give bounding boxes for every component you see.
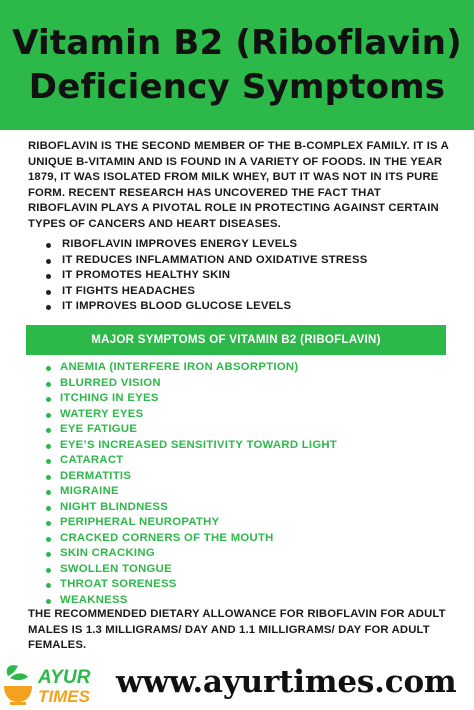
list-item: [32, 391, 452, 407]
bullet-icon: [46, 490, 51, 495]
bullet-icon: [46, 274, 51, 279]
symptom-text: SWOLLEN TONGUE: [60, 562, 172, 575]
symptoms-list: [32, 360, 452, 608]
title-banner: [0, 0, 474, 130]
bullet-icon: [46, 397, 51, 402]
symptom-text: WEAKNESS: [60, 593, 128, 606]
symptom-text: DERMATITIS: [60, 469, 132, 482]
logo-word-bottom: TIMES: [38, 687, 90, 706]
symptom-text: ANEMIA (INTERFERE IRON ABSORPTION): [60, 361, 299, 373]
benefit-text: IT FIGHTS HEADACHES: [62, 284, 196, 297]
list-item: [32, 577, 452, 593]
list-item: [32, 469, 452, 485]
symptom-text: THROAT SORENESS: [60, 578, 177, 590]
bullet-icon: [46, 506, 51, 511]
bullet-icon: [46, 305, 51, 310]
bullet-icon: [46, 475, 51, 480]
list-item: [32, 593, 452, 609]
bullet-icon: [46, 444, 51, 449]
logo-word-top: AYUR: [38, 667, 91, 688]
bullet-icon: [46, 537, 51, 542]
website-link[interactable]: www.ayurtimes.com: [116, 664, 457, 700]
list-item: [32, 422, 452, 438]
list-item: [32, 546, 452, 562]
list-item: [32, 360, 452, 376]
symptom-text: SKIN CRACKING: [60, 547, 155, 559]
bullet-icon: [46, 290, 51, 295]
ayurtimes-logo: [2, 662, 114, 708]
intro-paragraph: RIBOFLAVIN IS THE SECOND MEMBER OF THE B-COMPLEX FAMILY. IT IS A UNIQUE B-VITAMIN AND IS FOUND IN A VARIETY OF FOODS. IN THE YEAR 1879, IT WAS ISOLATED FROM MILK WHEY, BUT IT WAS NOT IN ITS PURE FORM. RECENT RESEARCH HAS UNCOVERED THE FACT THAT RIBOFLAVIN PLAYS A PIVOTAL ROLE IN PROTECTING AGAINST CERTAIN TYPES OF CANCERS AND HEART DISEASES.: [28, 140, 449, 230]
bullet-icon: [46, 521, 51, 526]
leaf-icon: [10, 673, 28, 680]
symptom-text: BLURRED VISION: [60, 376, 161, 389]
list-item: [32, 484, 452, 500]
list-item: [32, 268, 452, 284]
page-title-line-1: Vitamin B2 (Riboflavin): [12, 23, 462, 63]
bullet-icon: [46, 243, 51, 248]
benefit-text: RIBOFLAVIN IMPROVES ENERGY LEVELS: [62, 238, 298, 250]
bullet-icon: [46, 428, 51, 433]
benefit-text: IT REDUCES INFLAMMATION AND OXIDATIVE STRESS: [62, 253, 368, 266]
symptom-text: EYE FATIGUE: [60, 423, 138, 435]
bullet-icon: [46, 259, 51, 264]
symptom-text: PERIPHERAL NEUROPATHY: [60, 516, 220, 528]
bullet-icon: [46, 583, 51, 588]
symptom-text: EYE’S INCREASED SENSITIVITY TOWARD LIGHT: [60, 438, 338, 451]
list-item: [32, 376, 452, 392]
page-title-line-2: Deficiency Symptoms: [28, 67, 446, 107]
symptom-text: CRACKED CORNERS OF THE MOUTH: [60, 531, 274, 544]
bullet-icon: [46, 568, 51, 573]
benefits-list: [32, 237, 452, 315]
list-item: [32, 500, 452, 516]
bowl-icon: [4, 686, 32, 702]
symptom-text: ITCHING IN EYES: [60, 392, 159, 404]
symptom-text: NIGHT BLINDNESS: [60, 500, 169, 513]
list-item: [32, 438, 452, 454]
list-item: [32, 453, 452, 469]
symptom-text: WATERY EYES: [60, 407, 144, 420]
list-item: [32, 299, 452, 315]
list-item: [32, 284, 452, 300]
bullet-icon: [46, 552, 51, 557]
bullet-icon: [46, 459, 51, 464]
bullet-icon: [46, 366, 51, 371]
list-item: [32, 407, 452, 423]
bullet-icon: [46, 413, 51, 418]
list-item: [32, 562, 452, 578]
bullet-icon: [46, 382, 51, 387]
bullet-icon: [46, 599, 51, 604]
list-item: [32, 253, 452, 269]
symptom-text: CATARACT: [60, 454, 124, 466]
list-item: [32, 237, 452, 253]
list-item: [32, 515, 452, 531]
symptom-text: MIGRAINE: [60, 485, 119, 497]
benefit-text: IT PROMOTES HEALTHY SKIN: [62, 269, 231, 282]
benefit-text: IT IMPROVES BLOOD GLUCOSE LEVELS: [62, 300, 292, 313]
rda-note: THE RECOMMENDED DIETARY ALLOWANCE FOR RIBOFLAVIN FOR ADULT MALES IS 1.3 MILLIGRAMS/ DAY AND 1.1 MILLIGRAMS/ DAY FOR ADULT FEMALES.: [28, 608, 446, 652]
symptoms-heading: MAJOR SYMPTOMS OF VITAMIN B2 (RIBOFLAVIN): [26, 325, 446, 355]
list-item: [32, 531, 452, 547]
